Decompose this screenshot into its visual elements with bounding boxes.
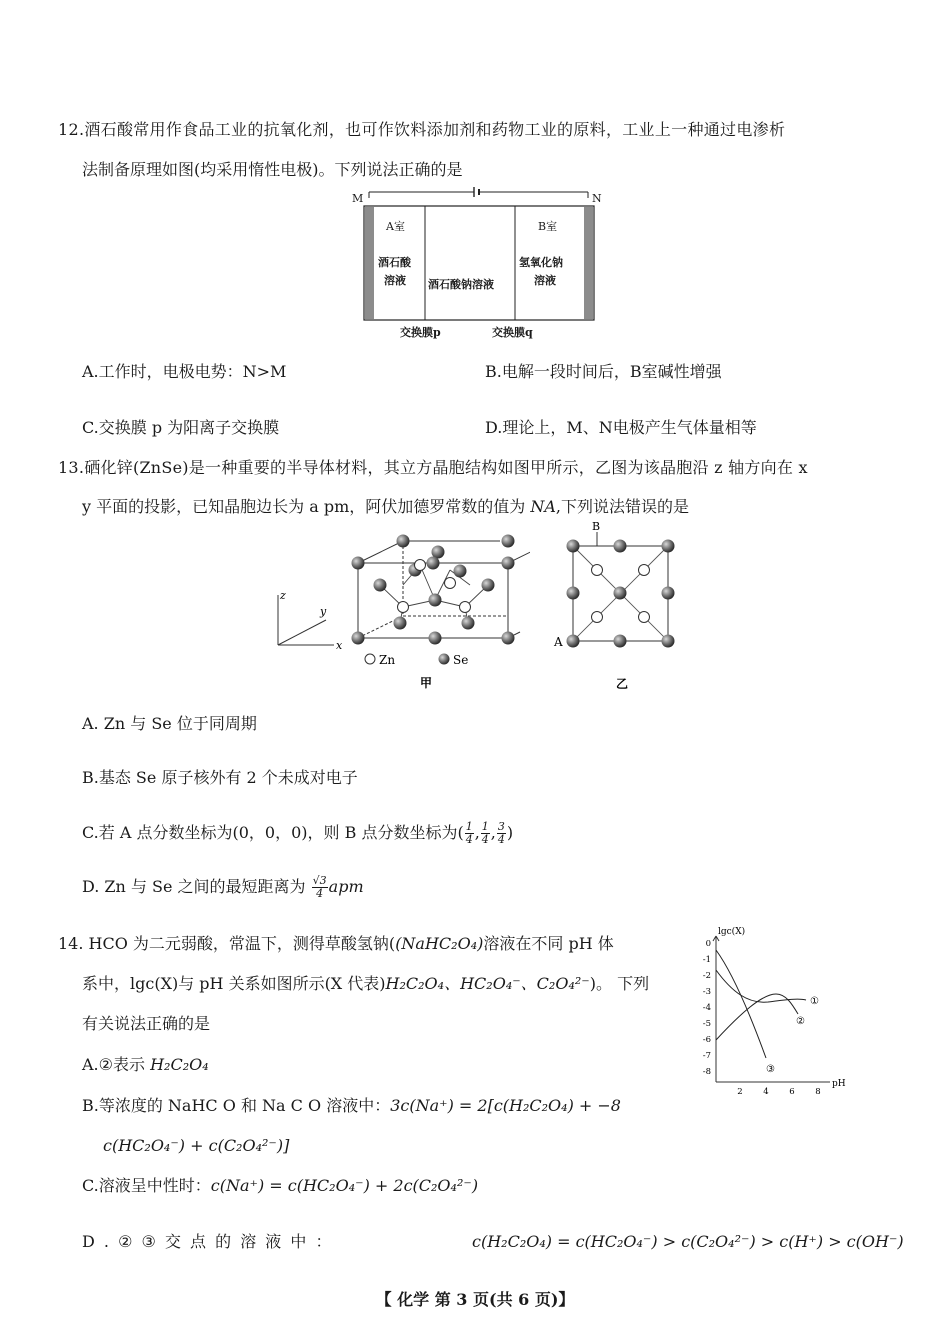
q12-option-b: B.电解一段时间后，B室碱性增强 bbox=[485, 362, 722, 381]
curve-1 bbox=[716, 970, 806, 1002]
q14-option-b-line2: c(HC₂O₄⁻) + c(C₂O₄²⁻)] bbox=[103, 1136, 290, 1155]
room-b-solution-1: 氢氧化钠 bbox=[519, 256, 563, 269]
ytick: -1 bbox=[702, 955, 711, 965]
curve-label-1: ① bbox=[810, 996, 819, 1007]
ytick: 0 bbox=[705, 939, 711, 949]
caption-yi: 乙 bbox=[616, 677, 629, 691]
graph-ylabel: lgc(X) bbox=[718, 927, 746, 937]
ytick: -7 bbox=[702, 1051, 711, 1061]
page-footer: 【 化学 第 3 页(共 6 页)】 bbox=[375, 1290, 575, 1309]
q14-stem-line2-prefix: 系中，lgc(X)与 pH 关系如图所示(X 代表) bbox=[82, 974, 386, 993]
ytick: -2 bbox=[702, 971, 711, 981]
curve-label-3: ③ bbox=[766, 1064, 775, 1075]
q14-stem-line3: 有关说法正确的是 bbox=[82, 1014, 211, 1033]
q13-option-d-prefix: D. Zn 与 Se 之间的最短距离为 bbox=[82, 877, 311, 896]
q13-option-c-prefix: C.若 A 点分数坐标为(0，0，0)，则 B 点分数坐标为( bbox=[82, 823, 464, 842]
q14-stem-line2 bbox=[82, 974, 649, 993]
q14-option-b-prefix: B.等浓度的 NaHC O 和 Na C O 溶液中： bbox=[82, 1096, 391, 1115]
room-a-solution-1: 酒石酸 bbox=[378, 256, 411, 269]
q14-option-b-formula: 3c(Na⁺) = 2[c(H₂C₂O₄) + −8 bbox=[390, 1096, 621, 1115]
legend-zn: Zn bbox=[379, 653, 396, 667]
q14-stem-line2-formula: H₂C₂O₄、HC₂O₄⁻、C₂O₄²⁻ bbox=[385, 974, 590, 993]
frac-denominator: 4 bbox=[465, 833, 473, 846]
q14-stem-line1 bbox=[58, 934, 614, 953]
crystal-cell-figure bbox=[270, 525, 530, 695]
q14-stem-line1-formula: (NaHC₂O₄) bbox=[395, 934, 484, 953]
legend-se: Se bbox=[453, 653, 469, 667]
q12-stem-line2: 法制备原理如图(均采用惰性电极)。下列说法正确的是 bbox=[82, 160, 463, 179]
q14-stem-line2-suffix: )。 下列 bbox=[589, 974, 650, 993]
frac-sqrt3-4 bbox=[312, 875, 328, 899]
membrane-q-label: 交换膜q bbox=[492, 326, 533, 339]
q14-option-c-formula: c(Na⁺) = c(HC₂O₄⁻) + 2c(C₂O₄²⁻) bbox=[210, 1176, 479, 1195]
ytick: -4 bbox=[702, 1003, 711, 1013]
xtick: 4 bbox=[763, 1087, 769, 1097]
xtick: 6 bbox=[789, 1087, 795, 1097]
electrodialysis-figure bbox=[348, 186, 613, 344]
q13-stem-line2-suffix: ,下列说法错误的是 bbox=[555, 497, 689, 516]
q13-option-d bbox=[82, 872, 364, 902]
q13-stem-line2 bbox=[82, 497, 689, 516]
point-b-label: B bbox=[592, 520, 601, 533]
frac-1-4-a bbox=[465, 821, 474, 845]
q14-option-a-prefix: A.②表示 bbox=[82, 1055, 151, 1074]
room-b-label: B室 bbox=[538, 220, 558, 233]
q13-option-c: C.若 A 点分数坐标为(0，0，0)，则 B 点分数坐标为( $\frac{1}{4}$ , $\frac{1}{4}$ , $\frac{3}{4}$ ) bbox=[82, 820, 514, 846]
frac-numerator: 1 bbox=[481, 820, 489, 834]
electrode-m-label: M bbox=[352, 192, 364, 205]
q14-stem-line1-prefix: 14. HCO 为二元弱酸，常温下，测得草酸氢钠( bbox=[58, 934, 396, 953]
q12-stem-line1: 12.酒石酸常用作食品工业的抗氧化剂，也可作饮料添加剂和药物工业的原料，工业上一种通过电渗析 bbox=[58, 120, 786, 139]
avogadro-symbol: NA bbox=[530, 497, 556, 516]
q14-option-d-formula: c(H₂C₂O₄) = c(HC₂O₄⁻) > c(C₂O₄²⁻) > c(H⁺) > c(OH⁻) bbox=[472, 1232, 904, 1251]
q14-option-a bbox=[82, 1055, 209, 1074]
frac-numerator: √3 bbox=[312, 874, 327, 888]
q13-option-c-suffix: ) bbox=[506, 823, 514, 842]
q14-option-d-prefix: D . ② ③ 交 点 的 溶 液 中 ： bbox=[82, 1232, 334, 1251]
frac-numerator: 3 bbox=[497, 820, 505, 834]
graph-xlabel: pH bbox=[832, 1079, 846, 1089]
q14-option-c-prefix: C.溶液呈中性时： bbox=[82, 1176, 211, 1195]
frac-denominator: 4 bbox=[481, 833, 489, 846]
q14-stem-line1-suffix: 溶液在不同 pH 体 bbox=[483, 934, 614, 953]
electrode-n bbox=[584, 207, 593, 319]
ytick: -8 bbox=[702, 1067, 711, 1077]
xtick: 2 bbox=[737, 1087, 743, 1097]
ytick: -5 bbox=[702, 1019, 711, 1029]
lgc-ph-graph bbox=[680, 922, 850, 1102]
xtick: 8 bbox=[815, 1087, 821, 1097]
q14-option-b bbox=[82, 1096, 621, 1115]
room-b-solution-2: 溶液 bbox=[534, 274, 556, 287]
q12-option-a: A.工作时，电极电势：N>M bbox=[82, 362, 287, 381]
middle-solution: 酒石酸钠溶液 bbox=[428, 278, 494, 291]
q13-stem-line1: 13.硒化锌(ZnSe)是一种重要的半导体材料，其立方晶胞结构如图甲所示，乙图为该晶胞沿 z 轴方向在 x bbox=[58, 458, 808, 477]
q13-option-d-suffix: apm bbox=[328, 877, 364, 896]
q12-option-d: D.理论上，M、N电极产生气体量相等 bbox=[485, 418, 757, 437]
ytick: -6 bbox=[702, 1035, 711, 1045]
axis-y-label: y bbox=[320, 605, 327, 618]
axis-z-label: z bbox=[280, 589, 286, 602]
q14-option-a-formula: H₂C₂O₄ bbox=[150, 1055, 209, 1074]
frac-numerator: 1 bbox=[465, 820, 473, 834]
caption-jia: 甲 bbox=[420, 676, 433, 690]
q14-option-c bbox=[82, 1176, 478, 1195]
frac-1-4-b bbox=[481, 821, 490, 845]
curve-3 bbox=[716, 950, 766, 1058]
room-a-label: A室 bbox=[386, 220, 405, 233]
electrode-m bbox=[365, 207, 374, 319]
q13-stem-line2-prefix: y 平面的投影，已知晶胞边长为 a pm，阿伏加德罗常数的值为 bbox=[82, 497, 531, 516]
membrane-p-label: 交换膜p bbox=[400, 326, 441, 339]
room-a-solution-2: 溶液 bbox=[384, 274, 406, 287]
point-a-label: A bbox=[554, 635, 563, 649]
electrode-n-label: N bbox=[592, 192, 602, 205]
ytick: -3 bbox=[702, 987, 711, 997]
frac-denominator: 4 bbox=[316, 887, 324, 900]
curve-label-2: ② bbox=[796, 1016, 805, 1027]
frac-denominator: 4 bbox=[497, 833, 505, 846]
q12-option-c: C.交换膜 p 为阳离子交换膜 bbox=[82, 418, 280, 437]
frac-3-4 bbox=[497, 821, 506, 845]
q13-option-a: A. Zn 与 Se 位于同周期 bbox=[82, 714, 257, 733]
projection-figure bbox=[548, 518, 688, 693]
q13-option-b: B.基态 Se 原子核外有 2 个未成对电子 bbox=[82, 768, 358, 787]
axis-x-label: x bbox=[336, 639, 343, 652]
